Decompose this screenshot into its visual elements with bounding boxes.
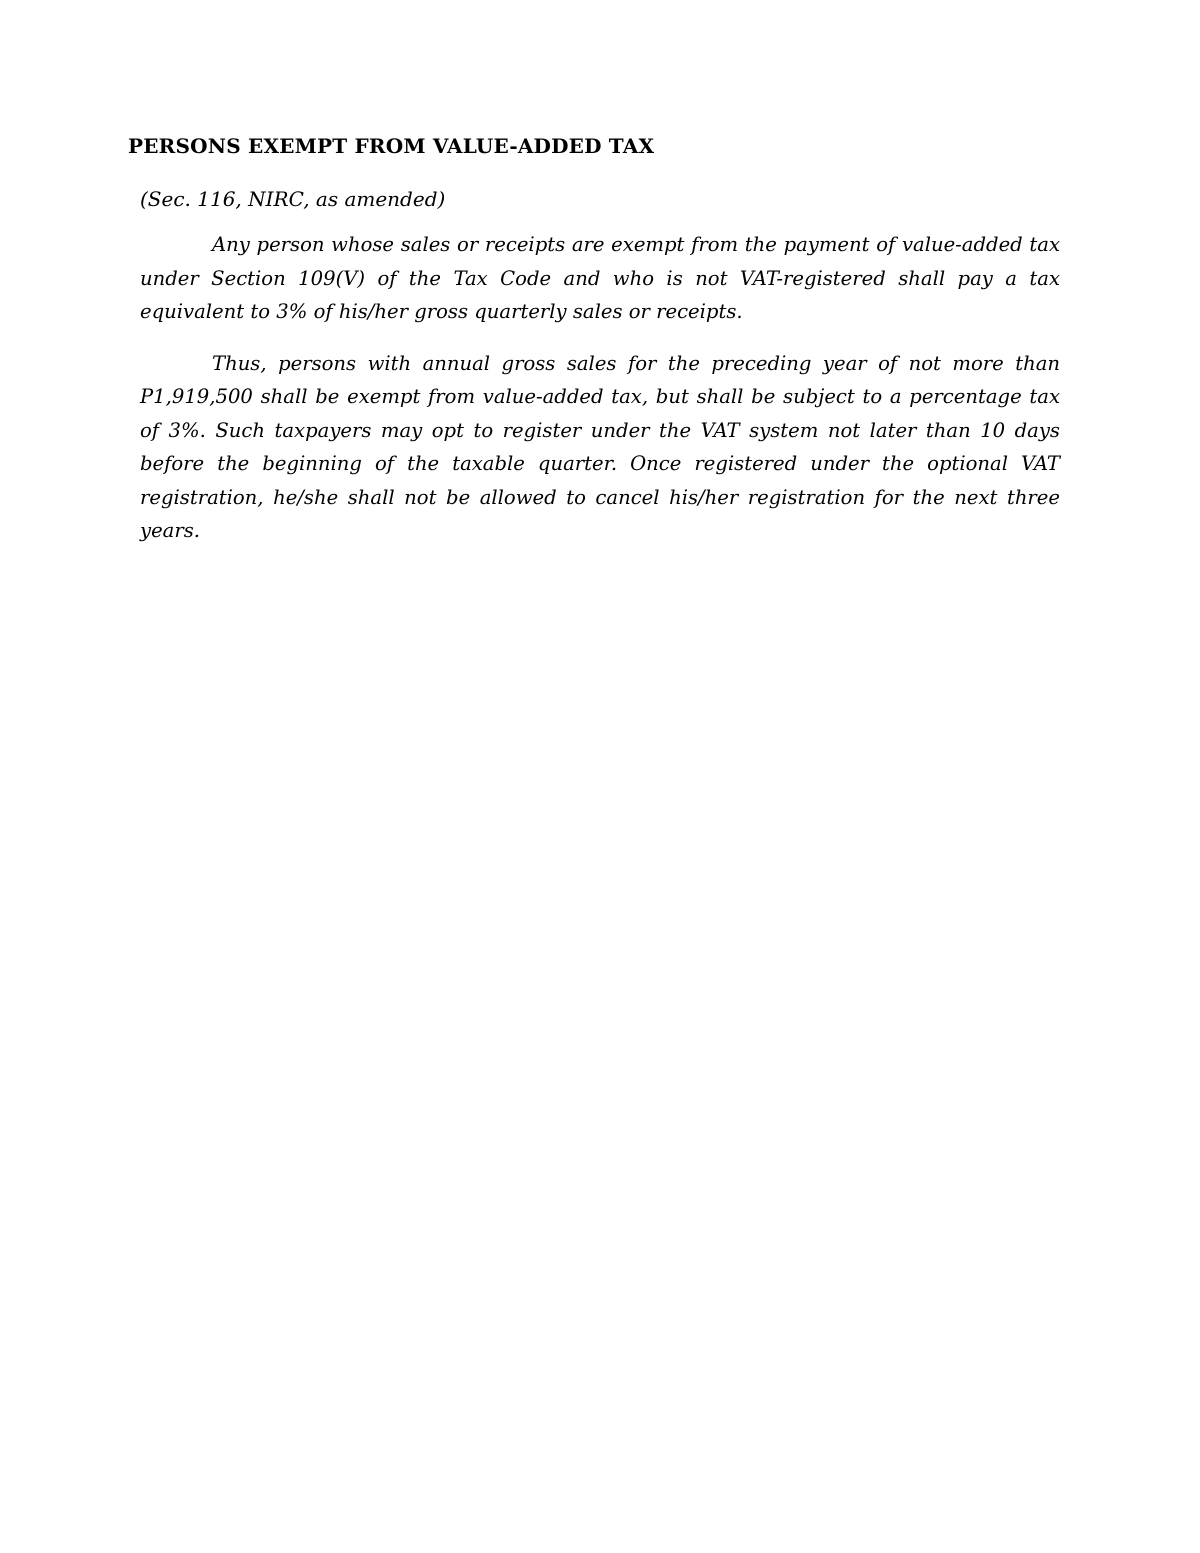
document-heading: PERSONS EXEMPT FROM VALUE-ADDED TAX bbox=[128, 134, 655, 158]
document-body bbox=[128, 128, 1060, 548]
paragraph-exemption-rule: Any person whose sales or receipts are exempt from the payment of value-added tax under Section 109(V) of the Tax Code and who is not VAT-registered shall pay a tax equivalent to 3% of his/her gross quarterly sales or receipts. bbox=[140, 233, 1060, 323]
legal-citation: (Sec. 116, NIRC, as amended) bbox=[140, 187, 446, 211]
paragraph-threshold-details: Thus, persons with annual gross sales for the preceding year of not more than P1,919,500 shall be exempt from value-added tax, but shall be subject to a percentage tax of 3%. Such taxpayers may opt to register under the VAT system not later than 10 days before the beginning of the taxable quarter. Once registered under the optional VAT registration, he/she shall not be allowed to cancel his/her registration for the next three years. bbox=[140, 351, 1060, 542]
